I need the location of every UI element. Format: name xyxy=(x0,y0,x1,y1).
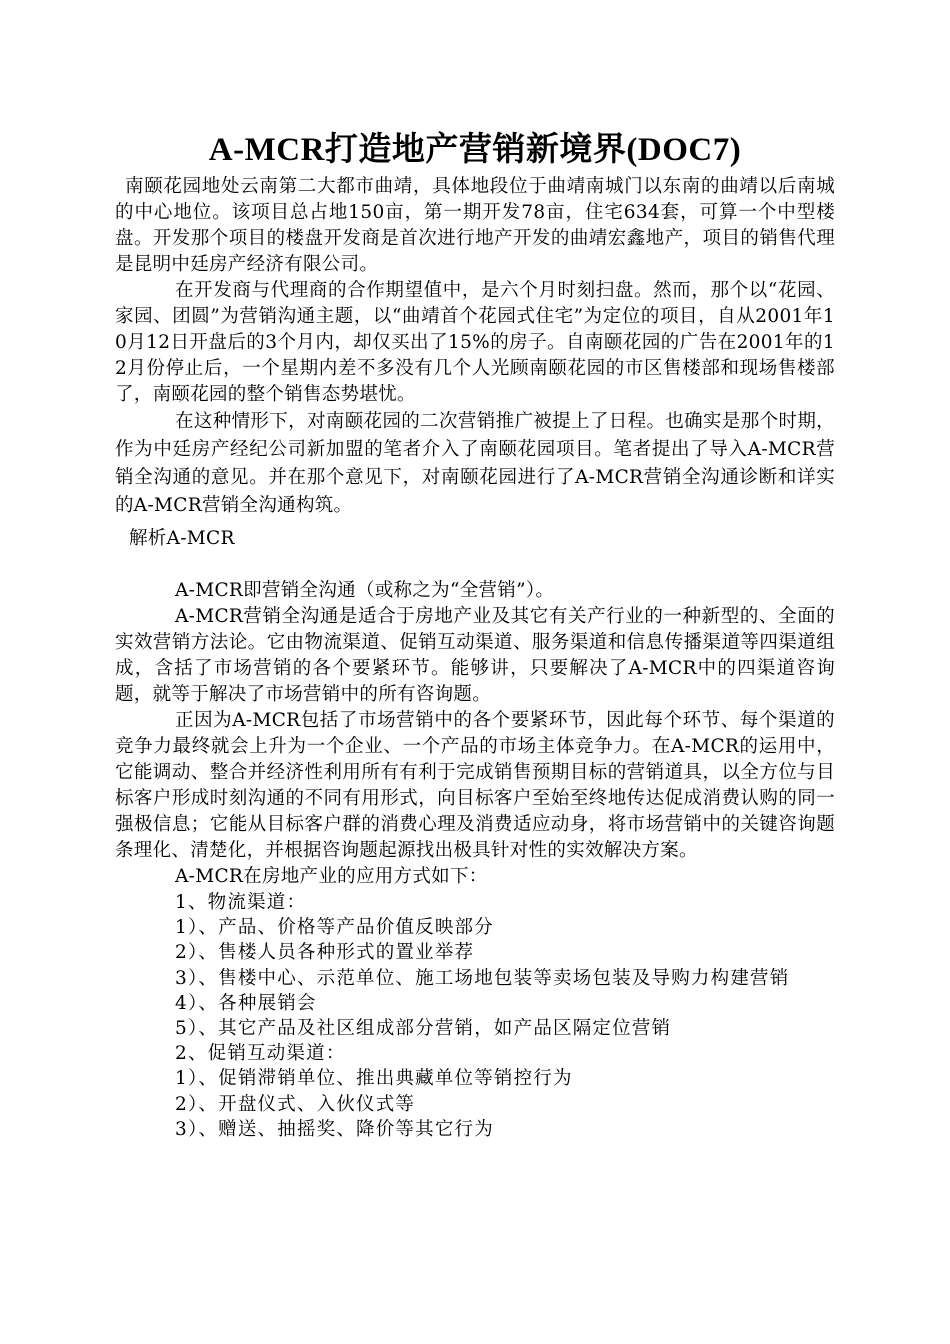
body-paragraph-4: A-MCR在房地产业的应用方式如下： xyxy=(175,866,488,887)
body-paragraph-3: 正因为A-MCR包括了市场营销中的各个要紧环节，因此每个环节、每个渠道的竞争力最终就会上升为一个企业、一个产品的市场主体竞争力。在A-MCR的运用中，它能调动、整合并经济性利用所有有利于完成销售预期目标的营销道具，以全方位与目标客户形成时刻沟通的不同有用形式，向目标客户至始至终地传达促成消费认购的同一强极信息；它能从目标客户群的消费心理及消费适应动身，将市场营销中的关键咨询题条理化、清楚化，并根据咨询题起源找出极具针对性的实效解决方案。 xyxy=(115,710,835,861)
list-item: 1、物流渠道： xyxy=(175,892,307,913)
list-item: 1）、促销滞销单位、推出典藏单位等销控行为 xyxy=(175,1068,573,1090)
document-page xyxy=(115,128,835,1142)
section-heading: 解析A-MCR xyxy=(129,528,235,549)
intro-paragraph-1: 南颐花园地处云南第二大都市曲靖，具体地段位于曲靖南城门以东南的曲靖以后南城的中心地位。该项目总占地150亩，第一期开发78亩，住宅634套，可算一个中型楼盘。开发那个项目的楼盘开发商是首次进行地产开发的曲靖宏鑫地产，项目的销售代理是昆明中廷房产经济有限公司。 xyxy=(115,176,835,275)
list-item: 2）、开盘仪式、入伙仪式等 xyxy=(175,1093,416,1115)
list-item: 5）、其它产品及社区组成部分营销，如产品区隔定位营销 xyxy=(175,1018,672,1040)
list-item: 3）、赠送、抽摇奖、降价等其它行为 xyxy=(175,1118,494,1140)
list-item: 3）、售楼中心、示范单位、施工场地包装等卖场包装及导购力构建营销 xyxy=(175,967,790,989)
blank-line xyxy=(115,552,835,578)
body-paragraph-1: A-MCR即营销全沟通（或称之为“全营销”）。 xyxy=(175,580,555,601)
list-item: 1）、产品、价格等产品价值反映部分 xyxy=(175,917,494,939)
body-paragraph-2: A-MCR营销全沟通是适合于房地产业及其它有关产行业的一种新型的、全面的实效营销方法论。它由物流渠道、促销互动渠道、服务渠道和信息传播渠道等四渠道组成，含括了市场营销的各个要紧环节。能够讲，只要解决了A-MCR中的四渠道咨询题，就等于解决了市场营销中的所有咨询题。 xyxy=(115,606,835,705)
list-item: 4）、各种展销会 xyxy=(175,992,317,1014)
document-title: A-MCR打造地产营销新境界(DOC7) xyxy=(208,132,742,168)
intro-paragraph-3: 在这种情形下，对南颐花园的二次营销推广被提上了日程。也确实是那个时期，作为中廷房产经纪公司新加盟的笔者介入了南颐花园项目。笔者提出了导入A-MCR营销全沟通的意见。并在那个意见下，对南颐花园进行了A-MCR营销全沟通诊断和详实的A-MCR营销全沟通构筑。 xyxy=(115,411,835,516)
list-item: 2）、售楼人员各种形式的置业举荐 xyxy=(175,942,475,964)
list-item: 2、促销互动渠道： xyxy=(175,1043,346,1065)
intro-paragraph-2: 在开发商与代理商的合作期望值中，是六个月时刻扫盘。然而，那个以“花园、家园、团圆”为营销沟通主题，以“曲靖首个花园式住宅”为定位的项目，自从2001年10月12日开盘后的3个月内，却仅买出了15%的房子。自南颐花园的广告在2001年的12月份停止后，一个星期内差不多没有几个人光顾南颐花园的市区售楼部和现场售楼部了，南颐花园的整个销售态势堪忧。 xyxy=(115,280,835,405)
